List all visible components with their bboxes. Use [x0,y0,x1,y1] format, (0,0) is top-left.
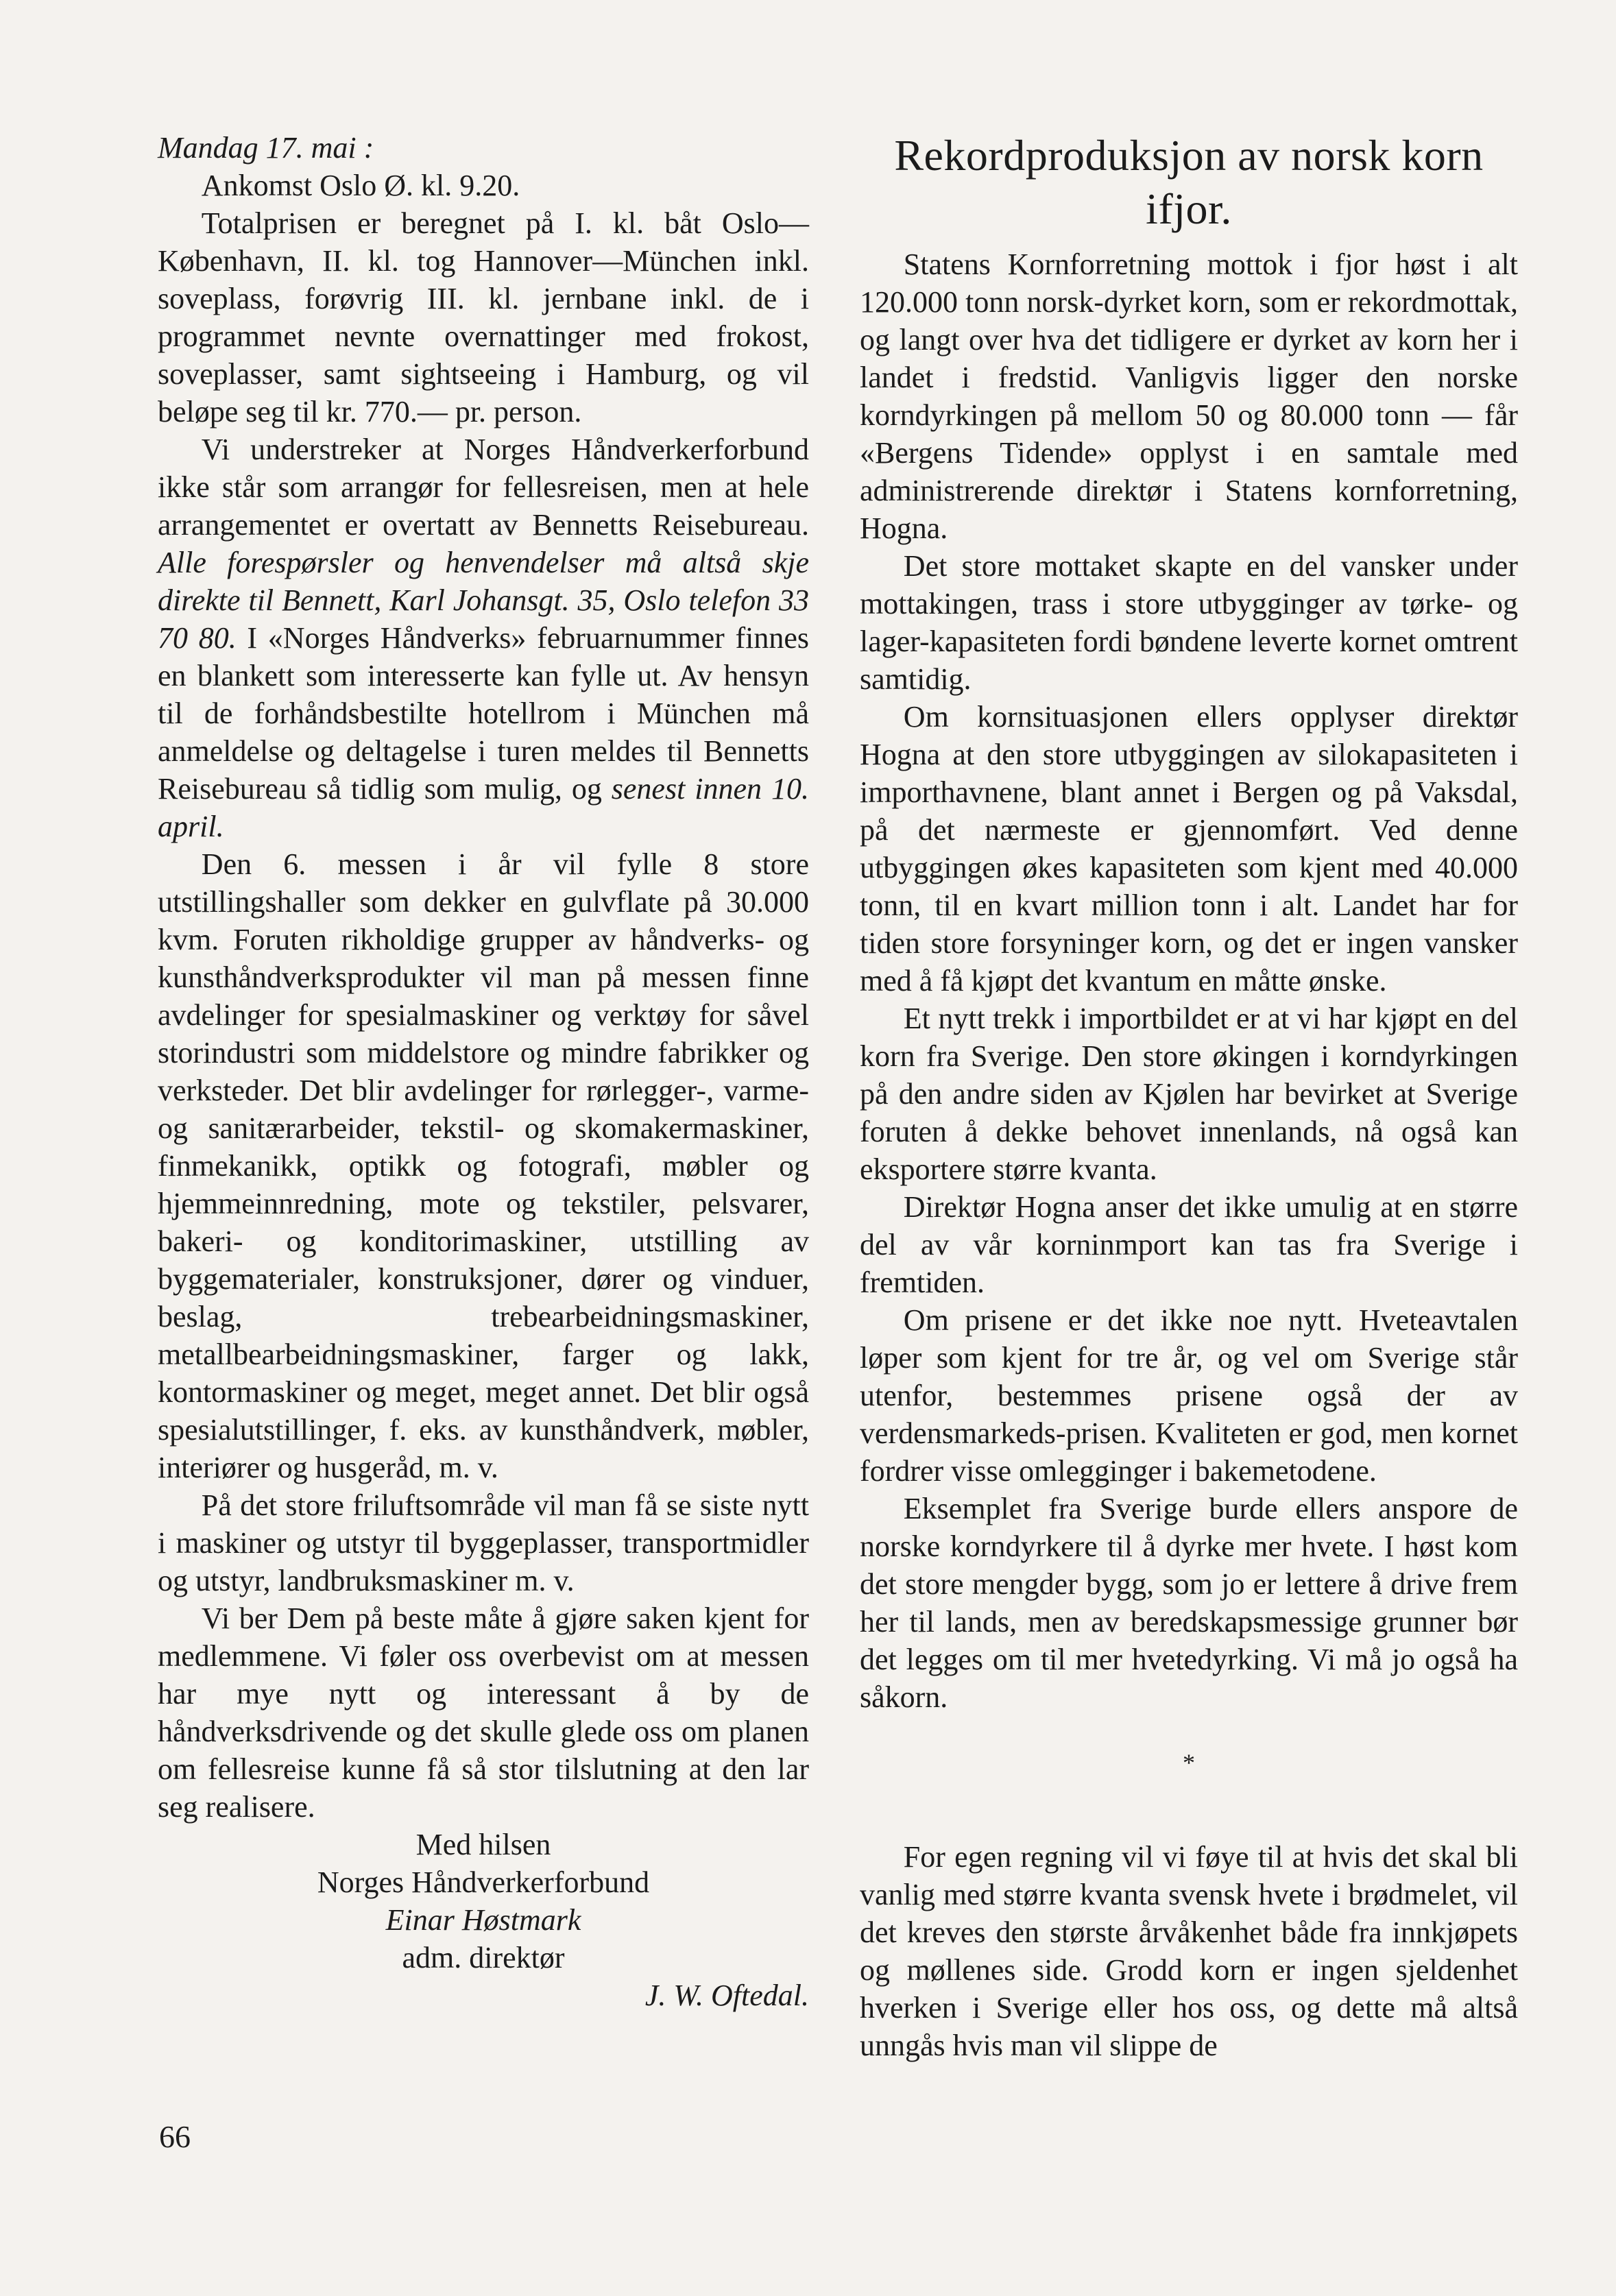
article-headline: Rekordproduksjon av norsk korn ifjor. [894,131,1484,233]
signatory-name [158,1901,809,1939]
organizer-paragraph [158,431,809,845]
date-heading: Mandag 17. mai : [158,131,374,165]
section-ornament: * [1183,1749,1195,1776]
request-paragraph: Vi ber Dem på beste måte å gjøre saken kjent for medlemmene. Vi føler oss overbevist om at messen har mye nytt og interessant å by de håndverksdrivende og det skulle glede oss om planen om fellesreise kunne få så stor tilslutning at den lar seg realisere. [158,1602,809,1824]
page-number: 66 [159,2119,191,2154]
organizer-text-1: Vi understreker at Norges Håndverkerforbund ikke står som arrangør for fellesreisen, men at hele arrangementet er overtatt av Bennetts Reisebureau. [158,433,809,542]
fair-paragraph: Den 6. messen i år vil fylle 8 store utstillingshaller som dekker en gulvflate på 30.000 kvm. Foruten rikholdige grupper av håndverks- og kunsthåndverksprodukter vil man på messen finne avdelinger for spesialmaskiner og verktøy for såvel storindustri som middelstore og mindre fabrikker og verksteder. Det blir avdelinger for rørlegger-, varme- og sanitærarbeider, tekstil- og skomakermaskiner, finmekanikk, optikk og fotografi, møbler og hjemmeinnredning, mote og tekstiler, pelsvarer, bakeri- og konditorimaskiner, utstilling av byggematerialer, konstruksjoner, dører og vinduer, beslag, trebearbeidningsmaskiner, metallbearbeidningsmaskiner, farger og lakk, kontormaskiner og meget, meget annet. Det blir også spesialutstillinger, f. eks. av kunsthåndverk, møbler, interiører og husgeråd, m. v. [158,847,809,1484]
arrival-line: Ankomst Oslo Ø. kl. 9.20. [201,169,520,202]
article-paragraph: Statens Kornforretning mottok i fjor høst i alt 120.000 tonn norsk-dyrket korn, som er rekordmottak, og langt over hva det tidligere er dyrket av korn her i landet i fredstid. Vanligvis ligger den norske korndyrkingen på mellom 50 og 80.000 tonn — får «Bergens Tidende» opplyst i en samtale med administrerende direktør i Statens kornforretning, Hogna. [860,247,1518,545]
closing-greeting: Med hilsen [415,1828,551,1861]
organizer-contact-italic: Alle forespørsler og henvendelser må altså skje direkte til Bennett, Karl Johansgt. 35, Oslo telefon 33 70 80. [158,546,809,655]
price-paragraph: Totalprisen er beregnet på I. kl. båt Oslo—København, II. kl. tog Hannover—München inkl. soveplass, forøvrig III. kl. jernbane inkl. de i programmet nevnte overnattinger med frokost, soveplasser, samt sightseeing i Hamburg, og vil beløpe seg til kr. 770.— pr. person. [158,206,809,428]
organizer-text-2: I «Norges Håndverks» februarnummer finnes en blankett som interesserte kan fylle ut. Av hensyn til de forhåndsbestilte hotellrom i München må anmeldelse og deltagelse i turen meldes til Bennetts Reisebureau så tidlig som mulig, og [158,621,809,806]
article-paragraph: Det store mottaket skapte en del vansker under mottakingen, trass i store utbygginger av tørke- og lager-kapasiteten fordi bøndene leverte kornet omtrent samtidig. [860,549,1518,696]
organizer-deadline-italic: senest innen 10. april. [158,772,809,843]
outdoor-paragraph: På det store friluftsområde vil man få se siste nytt i maskiner og utstyr til byggeplasser, transportmidler og utstyr, landbruksmaskiner m. v. [158,1488,809,1597]
author-signature [158,1977,809,2014]
author-name-italic: J. W. Oftedal. [644,1979,809,2012]
signatory-title: adm. direktør [402,1941,565,1974]
left-column [158,129,809,2014]
signatory-name-italic: Einar Høstmark [385,1903,581,1937]
article-paragraph: Eksemplet fra Sverige burde ellers anspore de norske korndyrkere til å dyrke mer hvete. I høst kom det store mengder bygg, som jo er lettere å drive frem her til lands, men av beredskapsmessige grunner bør det legges om til mer hvetedyrking. Vi må jo også ha såkorn. [860,1492,1518,1714]
article-paragraph: Om kornsituasjonen ellers opplyser direktør Hogna at den store utbyggingen av silokapasiteten i importhavnene, blant annet i Bergen og på Vaksdal, på det nærmeste er gjennomført. Ved denne utbyggingen økes kapasiteten som kjent med 40.000 tonn, til en kvart million tonn i alt. Landet har for tiden store forsyninger korn, og det er ingen vansker med å få kjøpt det kvantum en måtte ønske. [860,700,1518,998]
comment-paragraph: For egen regning vil vi føye til at hvis det skal bli vanlig med større kvanta svensk hvete i brødmelet, vil det kreves den største årvåkenhet både fra innkjøpets og møllenes side. Grodd korn er ingen sjeldenhet hverken i Sverige eller hos oss, og dette må altså unngås hvis man vil slippe de [860,1840,1518,2062]
article-paragraph: Direktør Hogna anser det ikke umulig at en større del av vår korninmport kan tas fra Sverige i fremtiden. [860,1190,1518,1299]
article-paragraph: Et nytt trekk i importbildet er at vi har kjøpt en del korn fra Sverige. Den store økingen i korndyrkingen på den andre siden av Kjølen har bevirket at Sverige foruten å dekke behovet innenlands, nå også kan eksportere større kvanta. [860,1002,1518,1186]
right-column [860,129,1518,2064]
organization-name: Norges Håndverkerforbund [317,1865,650,1899]
article-paragraph: Om prisene er det ikke noe nytt. Hveteavtalen løper som kjent for tre år, og vel om Sverige står utenfor, bestemmes prisene også der av verdensmarkeds-prisen. Kvaliteten er god, men kornet fordrer visse omlegginger i bakemetodene. [860,1303,1518,1488]
